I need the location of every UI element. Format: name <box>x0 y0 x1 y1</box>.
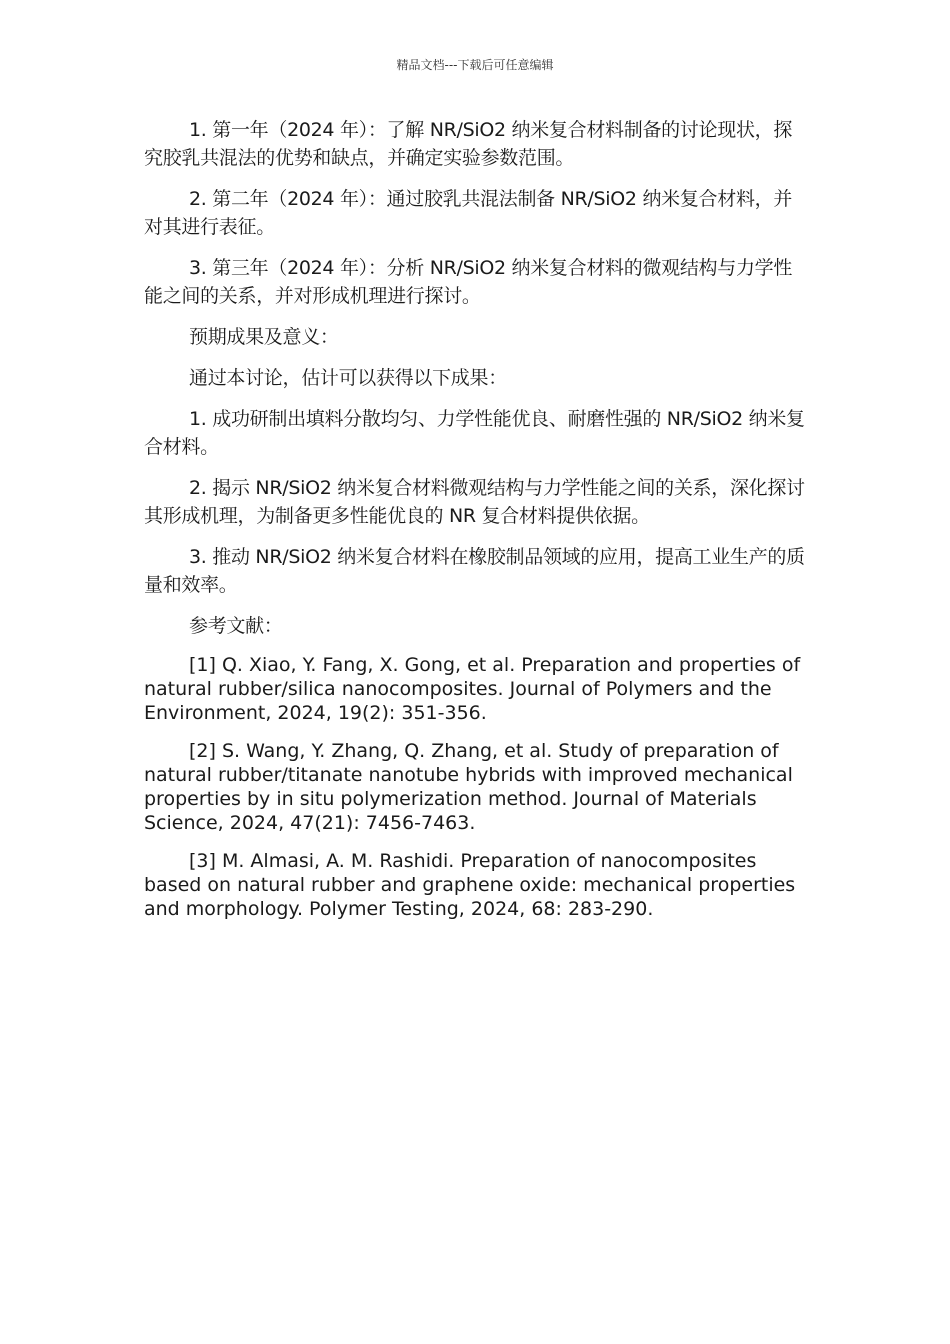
reference-item-1: [1] Q. Xiao, Y. Fang, X. Gong, et al. Preparation and properties of natural rubber/silica nanocomposites. Journal of Polymers and the Environment, 2024, 19(2): 351-356. <box>144 654 801 724</box>
reference-item-2: [2] S. Wang, Y. Zhang, Q. Zhang, et al. Study of preparation of natural rubber/titanate nanotube hybrids with improved mechanical properties by in situ polymerization method. Journal of Materials Science, 2024, 47(21): 7456-7463. <box>144 740 793 834</box>
outcome-item-2: 2. 揭示 NR/SiO2 纳米复合材料微观结构与力学性能之间的关系，深化探讨其形成机理，为制备更多性能优良的 NR 复合材料提供依据。 <box>144 477 805 527</box>
plan-item-year-2: 2. 第二年（2024 年）：通过胶乳共混法制备 NR/SiO2 纳米复合材料，并对其进行表征。 <box>144 188 793 238</box>
plan-item-year-1: 1. 第一年（2024 年）：了解 NR/SiO2 纳米复合材料制备的讨论现状，探究胶乳共混法的优势和缺点，并确定实验参数范围。 <box>144 119 793 169</box>
document-body <box>144 116 810 935</box>
plan-item-year-3: 3. 第三年（2024 年）：分析 NR/SiO2 纳米复合材料的微观结构与力学性能之间的关系，并对形成机理进行探讨。 <box>144 257 793 307</box>
outcomes-intro: 通过本讨论，估计可以获得以下成果： <box>189 367 507 389</box>
outcome-item-1: 1. 成功研制出填料分散均匀、力学性能优良、耐磨性强的 NR/SiO2 纳米复合材料。 <box>144 408 805 458</box>
page-header: 精品文档---下载后可任意编辑 <box>396 58 554 72</box>
reference-item-3: [3] M. Almasi, A. M. Rashidi. Preparation of nanocomposites based on natural rubber and graphene oxide: mechanical properties and morphology. Polymer Testing, 2024, 68: 283-290. <box>144 850 796 920</box>
outcomes-heading: 预期成果及意义： <box>189 326 339 348</box>
references-heading: 参考文献： <box>189 615 283 637</box>
outcome-item-3: 3. 推动 NR/SiO2 纳米复合材料在橡胶制品领域的应用，提高工业生产的质量和效率。 <box>144 546 805 596</box>
